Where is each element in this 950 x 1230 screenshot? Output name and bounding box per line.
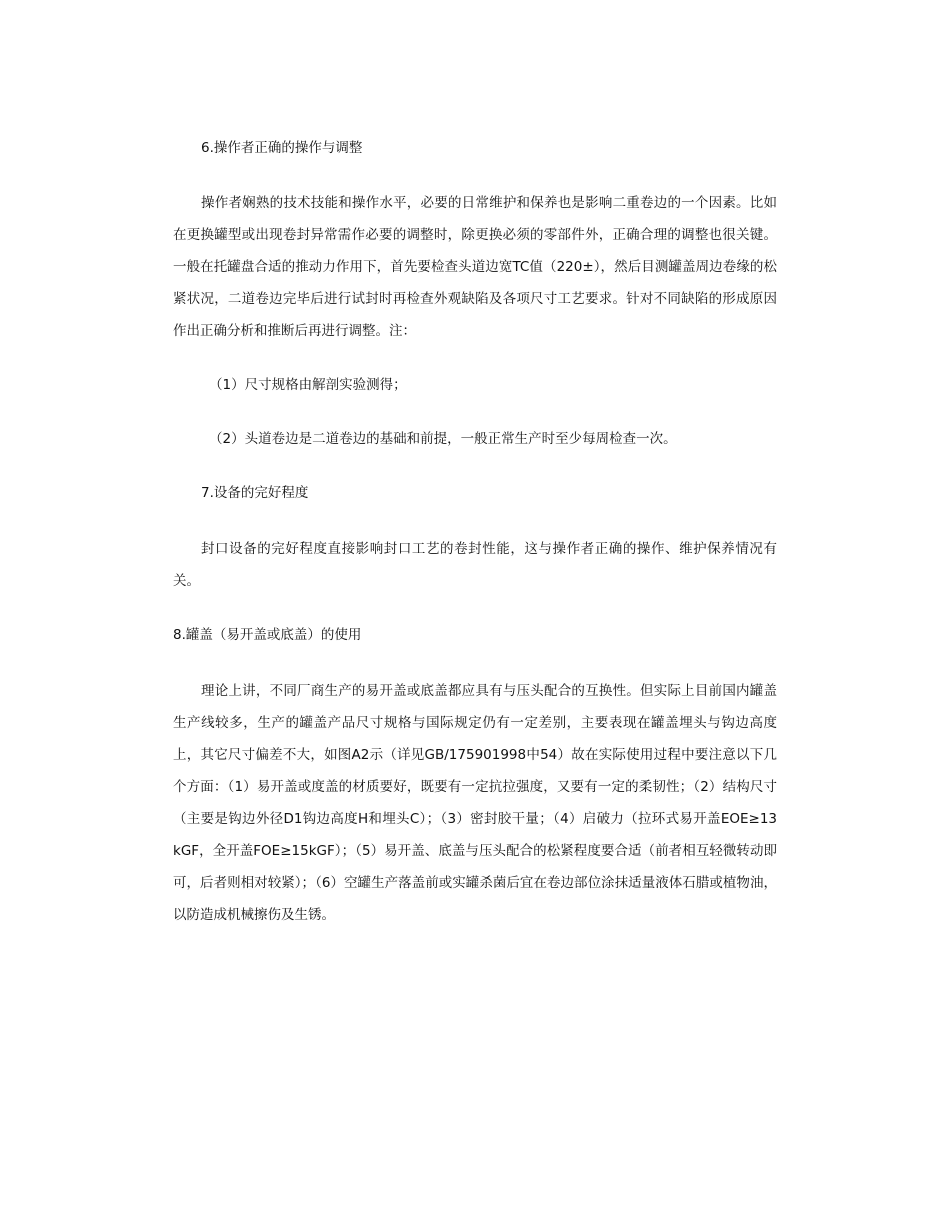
- section-6-note-1: （1）尺寸规格由解剖实验测得；: [209, 377, 407, 393]
- document-content: [173, 132, 791, 931]
- section-8-paragraph: 理论上讲，不同厂商生产的易开盖或底盖都应具有与压头配合的互换性。但实际上目前国内罐盖生产线较多，生产的罐盖产品尺寸规格与国际规定仍有一定差别，主要表现在罐盖埋头与钩边高度上，其它尺寸偏差不大，如图A2示（详见GB/175901998中54）故在实际使用过程中要注意以下几个方面：（1）易开盖或度盖的材质要好，既要有一定抗拉强度，又要有一定的柔韧性；（2）结构尺寸（主要是钩边外径D1钩边高度H和埋头C）；（3）密封胶干量；（4）启破力（拉环式易开盖EOE≥13 kGF，全开盖FOE≥15kGF）；（5）易开盖、底盖与压头配合的松紧程度要合适（前者相互轻微转动即可，后者则相对较紧）；（6）空罐生产落盖前或实罐杀菌后宜在卷边部位涂抹适量液体石腊或植物油，以防造成机械擦伤及生锈。: [173, 683, 791, 923]
- section-6-note-2: （2）头道卷边是二道卷边的基础和前提，一般正常生产时至少每周检查一次。: [209, 431, 677, 447]
- section-7-paragraph: 封口设备的完好程度直接影响封口工艺的卷封性能，这与操作者正确的操作、维护保养情况有关。: [173, 541, 777, 589]
- section-6-heading: 6.操作者正确的操作与调整: [201, 140, 363, 156]
- section-7-heading: 7.设备的完好程度: [201, 485, 309, 501]
- section-6-paragraph: 操作者娴熟的技术技能和操作水平，必要的日常维护和保养也是影响二重卷边的一个因素。比如在更换罐型或出现卷封异常需作必要的调整时，除更换必须的零部件外，正确合理的调整也很关键。一般在托罐盘合适的推动力作用下，首先要检查头道边宽TC值（220±），然后目测罐盖周边卷缘的松紧状况，二道卷边完毕后进行试封时再检查外观缺陷及各项尺寸工艺要求。针对不同缺陷的形成原因作出正确分析和推断后再进行调整。注：: [173, 195, 777, 339]
- section-8-heading: 8.罐盖（易开盖或底盖）的使用: [173, 627, 362, 643]
